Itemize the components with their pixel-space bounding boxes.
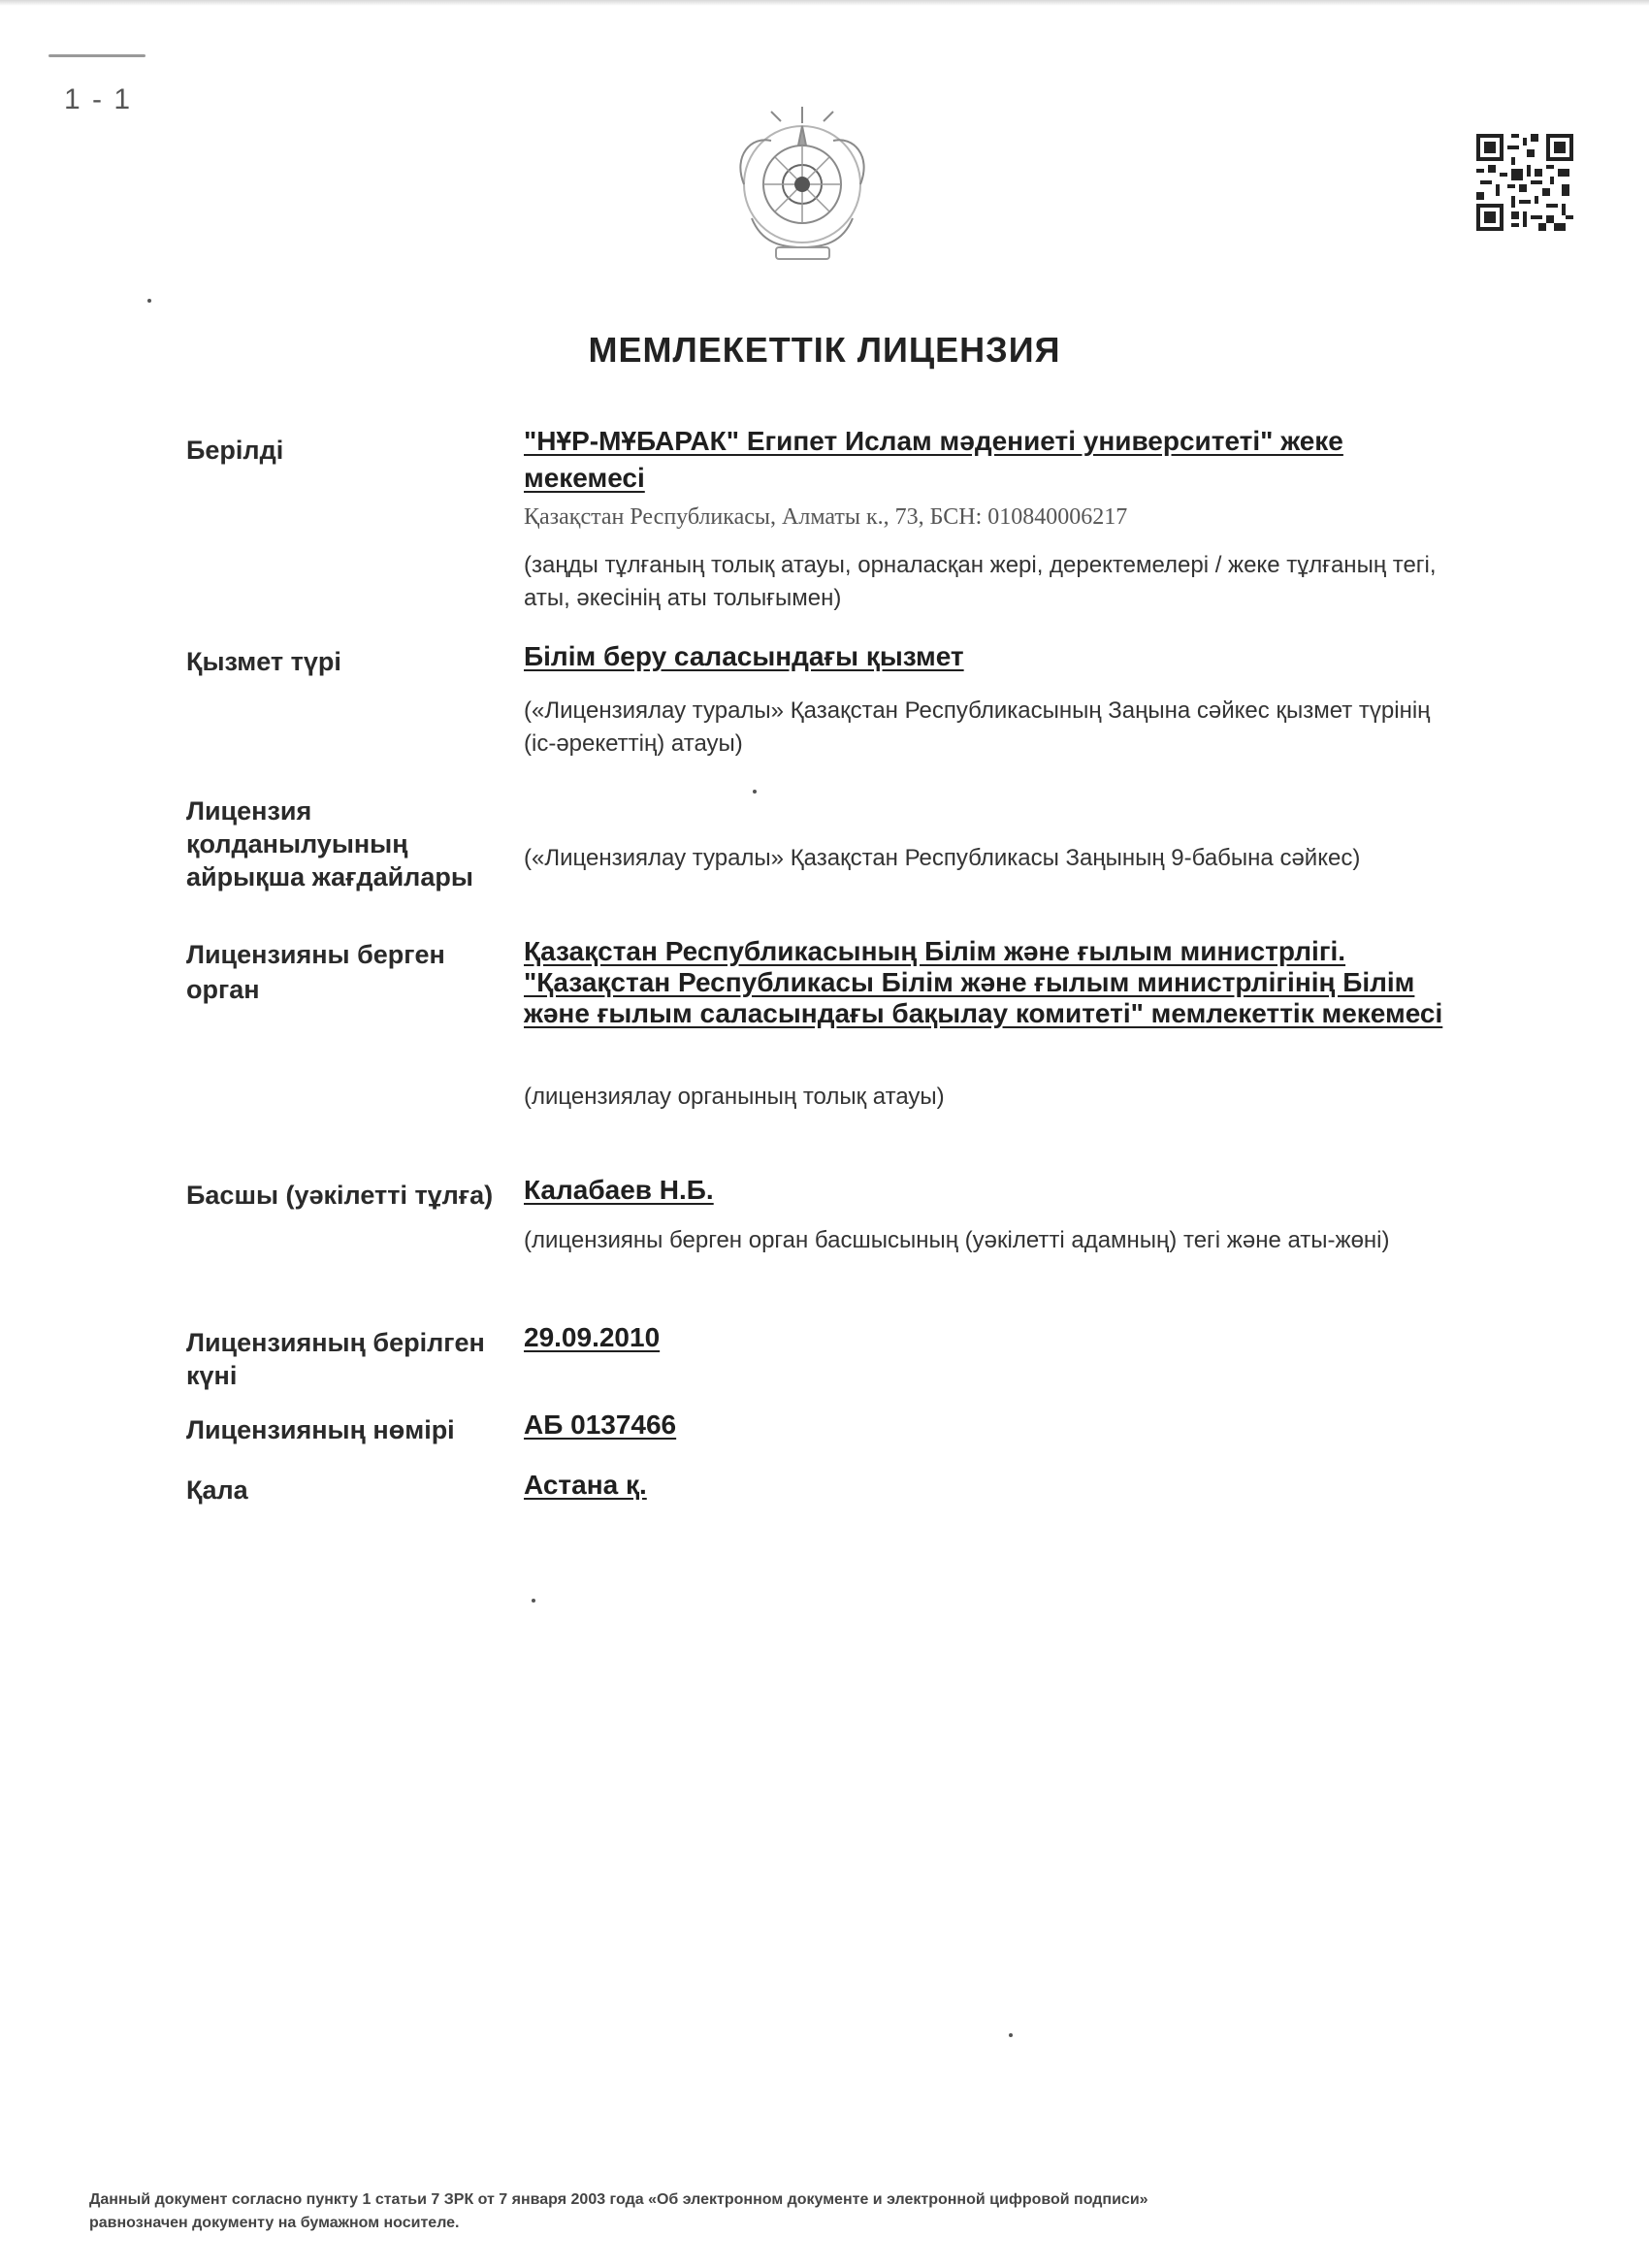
issued-to-value-line1: "НҰР-МҰБАРАК" Египет Ислам мәдениеті университеті" жеке bbox=[524, 426, 1343, 456]
issued-to-hint-line2: аты, әкесінің аты толығымен) bbox=[524, 585, 842, 611]
activity-type-hint-line2: (іс-әрекеттің) атауы) bbox=[524, 730, 743, 757]
document-title: МЕМЛЕКЕТТІК ЛИЦЕНЗИЯ bbox=[588, 330, 1061, 370]
issue-date-label-line2: күні bbox=[186, 1361, 238, 1390]
issuing-body-value-line1: Қазақстан Республикасының Білім және ғылым министрлігі. bbox=[524, 936, 1346, 966]
license-number-value: АБ 0137466 bbox=[524, 1409, 677, 1440]
special-conditions-label-line3: айрықша жағдайлары bbox=[186, 862, 473, 891]
issuing-body-hint: (лицензиялау органының толық атауы) bbox=[524, 1084, 945, 1110]
issued-to-value-line2: мекемесі bbox=[524, 463, 645, 493]
scan-edge bbox=[0, 0, 1649, 6]
issued-to-address: Қазақстан Республикасы, Алматы к., 73, БСН: 010840006217 bbox=[524, 504, 1128, 530]
issued-to-hint-line1: (заңды тұлғаның толық атауы, орналасқан жері, деректемелері / жеке тұлғаның тегі, bbox=[524, 552, 1437, 578]
activity-type-label: Қызмет түрі bbox=[186, 647, 341, 676]
issued-to-label: Берілді bbox=[186, 436, 284, 465]
scan-speck bbox=[753, 790, 757, 794]
special-conditions-hint: («Лицензиялау туралы» Қазақстан Республикасы Заңының 9-бабына сәйкес) bbox=[524, 845, 1361, 871]
legal-footer-line1: Данный документ согласно пункту 1 статьи 7 ЗРК от 7 января 2003 года «Об электронном документе и электронной цифровой подписи» bbox=[89, 2191, 1148, 2208]
head-label: Басшы (уәкілетті тұлға) bbox=[186, 1181, 494, 1210]
scan-speck bbox=[1009, 2033, 1013, 2037]
issuing-body-label-line2: орган bbox=[186, 975, 260, 1004]
issuing-body-label-line1: Лицензияны берген bbox=[186, 940, 445, 969]
qr-code bbox=[1476, 134, 1573, 231]
state-emblem bbox=[723, 102, 883, 267]
issue-date-label-line1: Лицензияның берілген bbox=[186, 1328, 485, 1357]
city-value: Астана қ. bbox=[524, 1470, 647, 1500]
scan-mark bbox=[48, 54, 146, 57]
issue-date-value: 29.09.2010 bbox=[524, 1322, 661, 1352]
special-conditions-label-line1: Лицензия bbox=[186, 796, 312, 826]
activity-type-hint-line1: («Лицензиялау туралы» Қазақстан Республикасының Заңына сәйкес қызмет түрінің bbox=[524, 697, 1431, 724]
scan-speck bbox=[147, 299, 151, 303]
page-number: 1 - 1 bbox=[64, 83, 133, 115]
issuing-body-value-line3: және ғылым саласындағы бақылау комитеті" мемлекеттік мекемесі bbox=[524, 998, 1443, 1028]
legal-footer-line2: равнозначен документу на бумажном носителе. bbox=[89, 2215, 460, 2231]
issuing-body-value-line2: "Қазақстан Республикасы Білім және ғылым министрлігінің Білім bbox=[524, 967, 1415, 997]
scan-speck bbox=[532, 1599, 535, 1603]
legal-footer bbox=[89, 2188, 1148, 2235]
license-number-label: Лицензияның нөмірі bbox=[186, 1415, 455, 1444]
activity-type-value: Білім беру саласындағы қызмет bbox=[524, 641, 964, 671]
head-value: Калабаев Н.Б. bbox=[524, 1175, 714, 1205]
special-conditions-label-line2: қолданылуының bbox=[186, 829, 408, 859]
head-hint: (лицензияны берген орган басшысының (уәкілетті адамның) тегі және аты-жөні) bbox=[524, 1227, 1390, 1253]
city-label: Қала bbox=[186, 1475, 248, 1505]
